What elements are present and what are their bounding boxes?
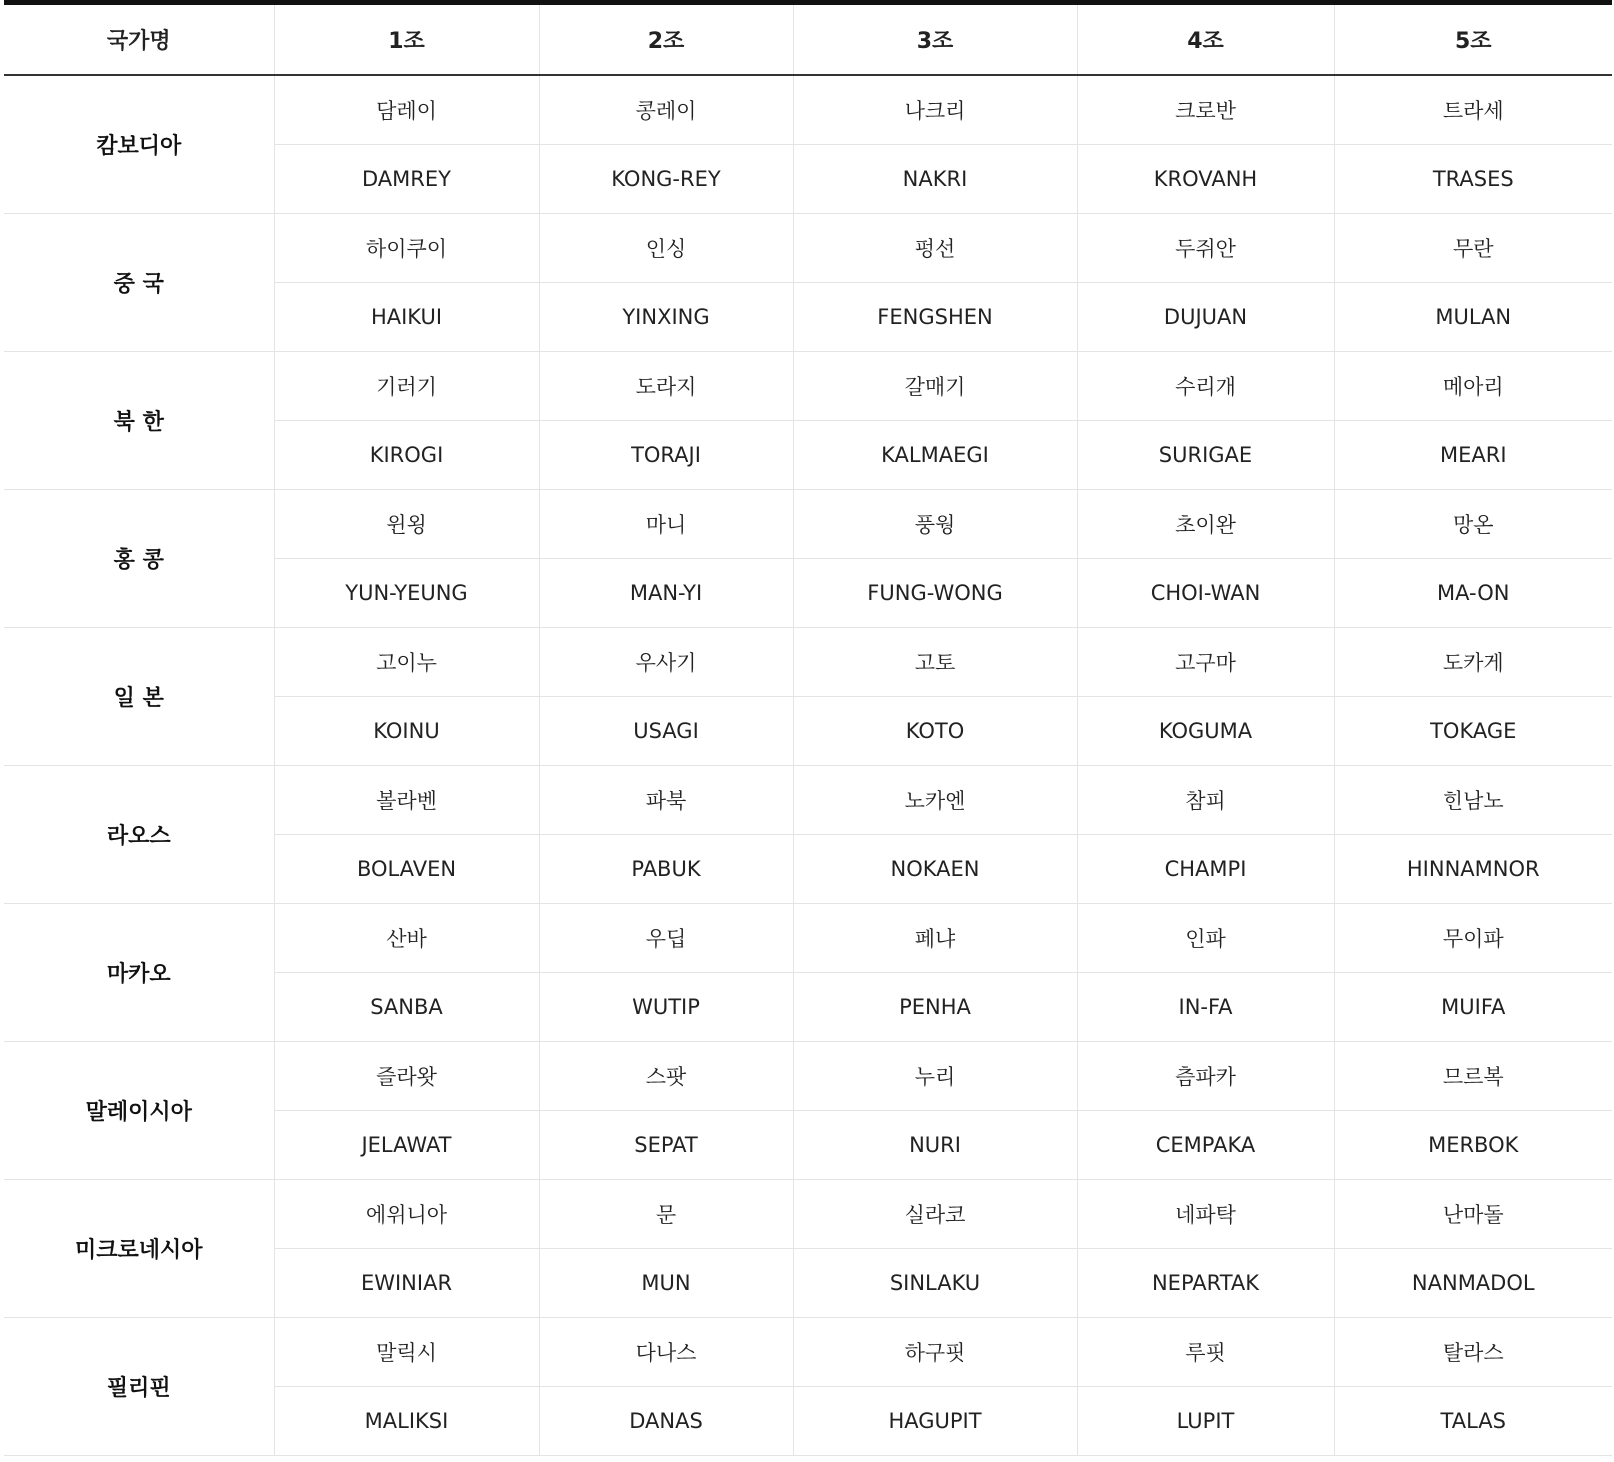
english-name-cell: HINNAMNOR (1334, 835, 1612, 904)
english-name-cell: LUPIT (1077, 1387, 1334, 1456)
english-name-cell: SEPAT (539, 1111, 793, 1180)
english-name-cell: HAGUPIT (793, 1387, 1077, 1456)
english-name-cell: KOTO (793, 697, 1077, 766)
korean-name-cell: 파북 (539, 766, 793, 835)
korean-name-cell: 다나스 (539, 1318, 793, 1387)
english-name-cell: NEPARTAK (1077, 1249, 1334, 1318)
header-group-4: 4조 (1077, 3, 1334, 76)
header-group-1: 1조 (274, 3, 539, 76)
korean-name-cell: 도라지 (539, 352, 793, 421)
english-name-cell: JELAWAT (274, 1111, 539, 1180)
english-name-cell: SURIGAE (1077, 421, 1334, 490)
english-name-cell: HAIKUI (274, 283, 539, 352)
korean-name-cell: 루핏 (1077, 1318, 1334, 1387)
korean-name-cell: 고이누 (274, 628, 539, 697)
english-name-cell: KIROGI (274, 421, 539, 490)
table-row-korean (4, 1318, 1612, 1387)
english-name-cell: MERBOK (1334, 1111, 1612, 1180)
korean-name-cell: 실라코 (793, 1180, 1077, 1249)
korean-name-cell: 갈매기 (793, 352, 1077, 421)
korean-name-cell: 도카게 (1334, 628, 1612, 697)
english-name-cell: PENHA (793, 973, 1077, 1042)
korean-name-cell: 우딥 (539, 904, 793, 973)
korean-name-cell: 나크리 (793, 75, 1077, 145)
korean-name-cell: 풍웡 (793, 490, 1077, 559)
english-name-cell: NAKRI (793, 145, 1077, 214)
korean-name-cell: 기러기 (274, 352, 539, 421)
korean-name-cell: 두쥐안 (1077, 214, 1334, 283)
korean-name-cell: 펑선 (793, 214, 1077, 283)
korean-name-cell: 므르복 (1334, 1042, 1612, 1111)
korean-name-cell: 담레이 (274, 75, 539, 145)
korean-name-cell: 노카엔 (793, 766, 1077, 835)
english-name-cell: SINLAKU (793, 1249, 1077, 1318)
english-name-cell: MA-ON (1334, 559, 1612, 628)
english-name-cell: KALMAEGI (793, 421, 1077, 490)
korean-name-cell: 메아리 (1334, 352, 1612, 421)
english-name-cell: BOLAVEN (274, 835, 539, 904)
korean-name-cell: 스팟 (539, 1042, 793, 1111)
country-name-cell: 일 본 (4, 628, 274, 766)
country-name-cell: 말레이시아 (4, 1042, 274, 1180)
table-row-korean (4, 352, 1612, 421)
country-name-cell: 중 국 (4, 214, 274, 352)
table-row-korean (4, 75, 1612, 145)
english-name-cell: CHAMPI (1077, 835, 1334, 904)
korean-name-cell: 하구핏 (793, 1318, 1077, 1387)
english-name-cell: CEMPAKA (1077, 1111, 1334, 1180)
header-country: 국가명 (4, 3, 274, 76)
table-body (4, 75, 1612, 1456)
english-name-cell: YINXING (539, 283, 793, 352)
korean-name-cell: 볼라벤 (274, 766, 539, 835)
country-name-cell: 미크로네시아 (4, 1180, 274, 1318)
korean-name-cell: 고구마 (1077, 628, 1334, 697)
header-group-2: 2조 (539, 3, 793, 76)
korean-name-cell: 트라세 (1334, 75, 1612, 145)
english-name-cell: WUTIP (539, 973, 793, 1042)
korean-name-cell: 인싱 (539, 214, 793, 283)
english-name-cell: MALIKSI (274, 1387, 539, 1456)
english-name-cell: KROVANH (1077, 145, 1334, 214)
korean-name-cell: 문 (539, 1180, 793, 1249)
table-row-korean (4, 766, 1612, 835)
english-name-cell: CHOI-WAN (1077, 559, 1334, 628)
korean-name-cell: 힌남노 (1334, 766, 1612, 835)
korean-name-cell: 누리 (793, 1042, 1077, 1111)
english-name-cell: TOKAGE (1334, 697, 1612, 766)
korean-name-cell: 하이쿠이 (274, 214, 539, 283)
korean-name-cell: 츰파카 (1077, 1042, 1334, 1111)
korean-name-cell: 마니 (539, 490, 793, 559)
english-name-cell: DAMREY (274, 145, 539, 214)
korean-name-cell: 무란 (1334, 214, 1612, 283)
korean-name-cell: 참피 (1077, 766, 1334, 835)
korean-name-cell: 인파 (1077, 904, 1334, 973)
korean-name-cell: 페냐 (793, 904, 1077, 973)
english-name-cell: YUN-YEUNG (274, 559, 539, 628)
english-name-cell: NOKAEN (793, 835, 1077, 904)
english-name-cell: MAN-YI (539, 559, 793, 628)
korean-name-cell: 윈욍 (274, 490, 539, 559)
table-row-korean (4, 490, 1612, 559)
header-group-3: 3조 (793, 3, 1077, 76)
country-name-cell: 라오스 (4, 766, 274, 904)
table-row-korean (4, 1180, 1612, 1249)
korean-name-cell: 초이완 (1077, 490, 1334, 559)
english-name-cell: DUJUAN (1077, 283, 1334, 352)
english-name-cell: USAGI (539, 697, 793, 766)
country-name-cell: 마카오 (4, 904, 274, 1042)
english-name-cell: KOGUMA (1077, 697, 1334, 766)
korean-name-cell: 무이파 (1334, 904, 1612, 973)
korean-name-cell: 고토 (793, 628, 1077, 697)
table-row-korean (4, 1042, 1612, 1111)
korean-name-cell: 콩레이 (539, 75, 793, 145)
korean-name-cell: 크로반 (1077, 75, 1334, 145)
english-name-cell: DANAS (539, 1387, 793, 1456)
english-name-cell: FENGSHEN (793, 283, 1077, 352)
country-name-cell: 홍 콩 (4, 490, 274, 628)
korean-name-cell: 산바 (274, 904, 539, 973)
korean-name-cell: 네파탁 (1077, 1180, 1334, 1249)
typhoon-names-table (4, 0, 1612, 1456)
english-name-cell: TRASES (1334, 145, 1612, 214)
country-name-cell: 북 한 (4, 352, 274, 490)
table-row-korean (4, 904, 1612, 973)
english-name-cell: SANBA (274, 973, 539, 1042)
table-row-korean (4, 628, 1612, 697)
country-name-cell: 캄보디아 (4, 75, 274, 214)
english-name-cell: MEARI (1334, 421, 1612, 490)
english-name-cell: PABUK (539, 835, 793, 904)
korean-name-cell: 탈라스 (1334, 1318, 1612, 1387)
english-name-cell: NANMADOL (1334, 1249, 1612, 1318)
table-row-korean (4, 214, 1612, 283)
english-name-cell: TORAJI (539, 421, 793, 490)
english-name-cell: MUIFA (1334, 973, 1612, 1042)
english-name-cell: IN-FA (1077, 973, 1334, 1042)
english-name-cell: EWINIAR (274, 1249, 539, 1318)
english-name-cell: KOINU (274, 697, 539, 766)
korean-name-cell: 말릭시 (274, 1318, 539, 1387)
english-name-cell: MUN (539, 1249, 793, 1318)
english-name-cell: NURI (793, 1111, 1077, 1180)
english-name-cell: FUNG-WONG (793, 559, 1077, 628)
korean-name-cell: 망온 (1334, 490, 1612, 559)
table-header-row (4, 3, 1612, 76)
korean-name-cell: 난마돌 (1334, 1180, 1612, 1249)
korean-name-cell: 즐라왓 (274, 1042, 539, 1111)
english-name-cell: MULAN (1334, 283, 1612, 352)
korean-name-cell: 수리개 (1077, 352, 1334, 421)
country-name-cell: 필리핀 (4, 1318, 274, 1456)
header-group-5: 5조 (1334, 3, 1612, 76)
korean-name-cell: 우사기 (539, 628, 793, 697)
korean-name-cell: 에위니아 (274, 1180, 539, 1249)
english-name-cell: KONG-REY (539, 145, 793, 214)
english-name-cell: TALAS (1334, 1387, 1612, 1456)
typhoon-names-table-container (4, 0, 1612, 1456)
